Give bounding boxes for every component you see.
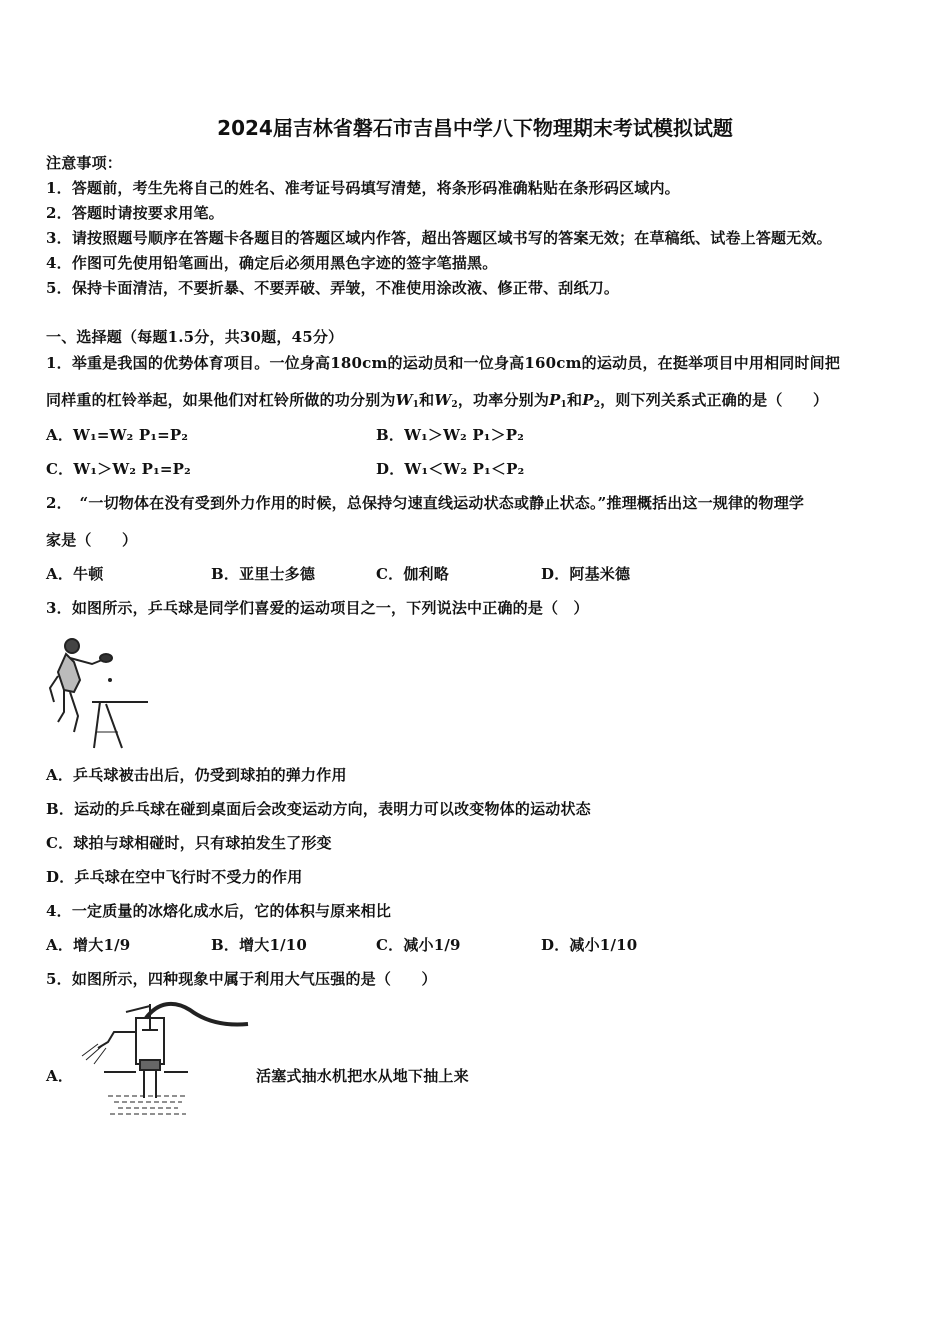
piston-pump-figure [78,1000,253,1118]
question-1-option-b[interactable]: B．W₁＞W₂ P₁＞P₂ [376,426,525,444]
section-heading: 一、选择题（每题1.5分，共30题，45分） [46,328,344,346]
question-4-option-c[interactable]: C．减小1/9 [376,936,461,954]
question-2-line-1: 2． “一切物体在没有受到外力作用的时候，总保持匀速直线运动状态或静止状态。”推理概括出这一规律的物理学 [46,494,805,512]
question-5-option-a-label[interactable]: A． [46,1067,74,1085]
question-3-stem: 3．如图所示，乒乓球是同学们喜爱的运动项目之一，下列说法中正确的是（ ） [46,599,589,617]
question-3-option-a[interactable]: A．乒乓球被击出后，仍受到球拍的弹力作用 [46,766,347,784]
question-1-line-2: 同样重的杠铃举起，如果他们对杠铃所做的功分别为$W_1$和$W_2$，功率分别为$P_1$和$P_2$，则下列关系式正确的是（ ） [46,391,829,410]
question-1-option-c[interactable]: C．W₁＞W₂ P₁=P₂ [46,460,191,478]
question-2-option-d[interactable]: D．阿基米德 [541,565,631,583]
question-5-option-a-text[interactable]: 活塞式抽水机把水从地下抽上来 [256,1067,469,1085]
notice-item: 3．请按照题号顺序在答题卡各题目的答题区域内作答，超出答题区域书写的答案无效；在草稿纸、试卷上答题无效。 [46,229,832,247]
question-4-option-a[interactable]: A．增大1/9 [46,936,131,954]
question-5-stem: 5．如图所示，四种现象中属于利用大气压强的是（ ） [46,970,437,988]
notice-item: 1．答题前，考生先将自己的姓名、准考证号码填写清楚，将条形码准确粘贴在条形码区域内。 [46,179,680,197]
question-4-option-d[interactable]: D．减小1/10 [541,936,638,954]
question-1-option-d[interactable]: D．W₁＜W₂ P₁＜P₂ [376,460,525,478]
question-2-option-b[interactable]: B．亚里士多德 [211,565,316,583]
question-2-line-2: 家是（ ） [46,531,138,549]
question-3-option-c[interactable]: C．球拍与球相碰时，只有球拍发生了形变 [46,834,332,852]
ping-pong-player-figure [44,632,154,752]
notice-item: 2．答题时请按要求用笔。 [46,204,224,222]
question-2-option-a[interactable]: A．牛顿 [46,565,104,583]
question-3-option-b[interactable]: B．运动的乒乓球在碰到桌面后会改变运动方向，表明力可以改变物体的运动状态 [46,800,591,818]
question-3-option-d[interactable]: D．乒乓球在空中飞行时不受力的作用 [46,868,303,886]
question-4-option-b[interactable]: B．增大1/10 [211,936,308,954]
question-2-option-c[interactable]: C．伽利略 [376,565,449,583]
notice-heading: 注意事项： [46,154,123,172]
question-4-stem: 4．一定质量的冰熔化成水后，它的体积与原来相比 [46,902,392,920]
notice-item: 4．作图可先使用铅笔画出，确定后必须用黑色字迹的签字笔描黑。 [46,254,498,272]
page-title: 2024届吉林省磐石市吉昌中学八下物理期末考试模拟试题 [217,116,733,140]
notice-item: 5．保持卡面清洁，不要折暴、不要弄破、弄皱，不准使用涂改液、修正带、刮纸刀。 [46,279,620,297]
question-1-line-1: 1．举重是我国的优势体育项目。一位身高180cm的运动员和一位身高160cm的运动员，在挺举项目中用相同时间把 [46,354,841,372]
question-1-option-a[interactable]: A．W₁=W₂ P₁=P₂ [46,426,189,444]
